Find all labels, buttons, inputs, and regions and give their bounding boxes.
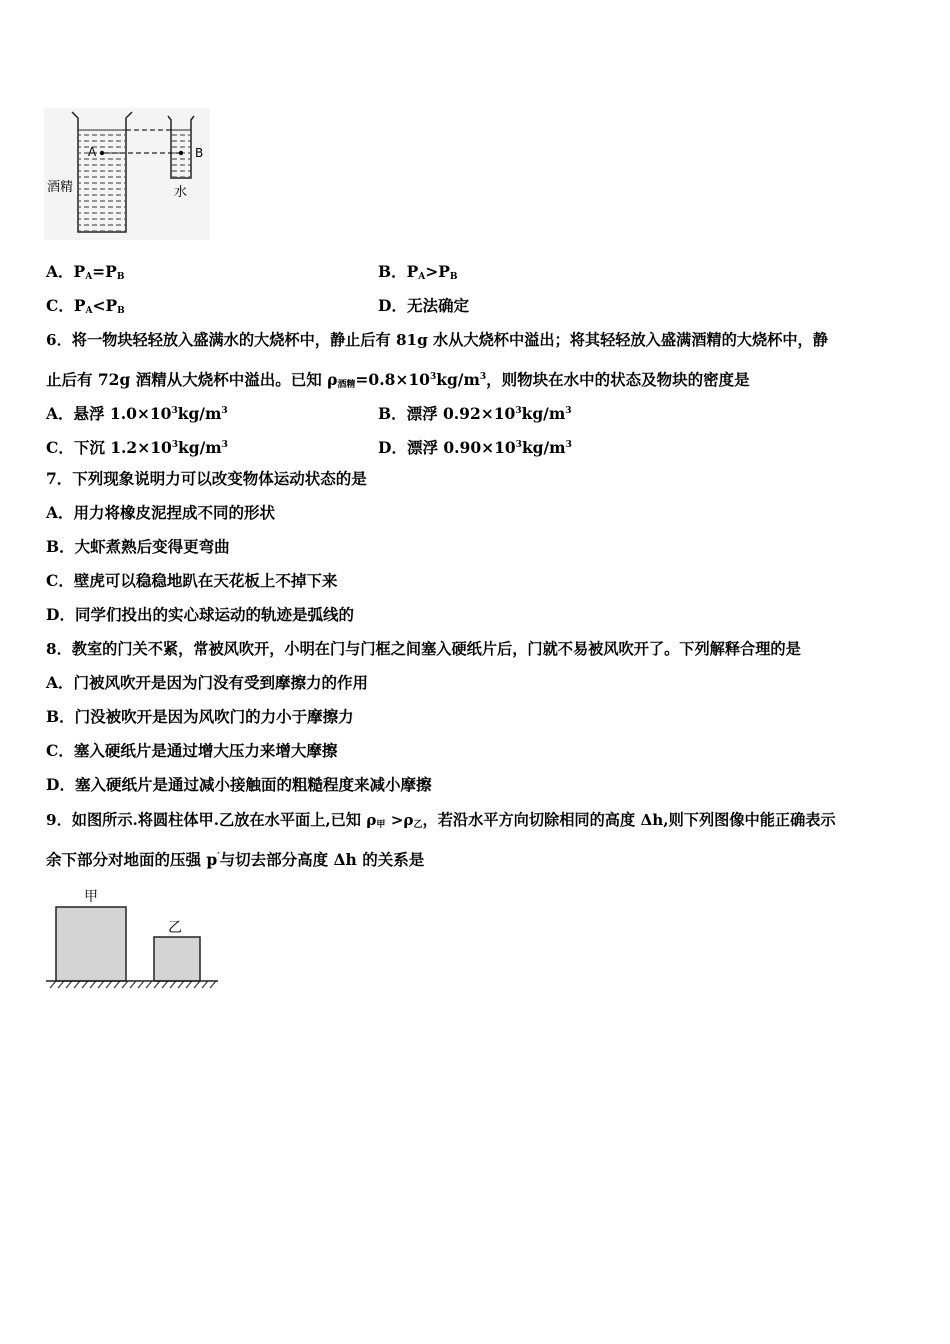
q8-option-c: C．塞入硬纸片是通过增大压力来增大摩擦 <box>46 741 338 760</box>
cylinder-yi <box>154 937 200 981</box>
beaker-figure <box>44 108 210 240</box>
q7-option-c: C．壁虎可以稳稳地趴在天花板上不掉下来 <box>46 571 338 590</box>
point-b <box>179 151 183 155</box>
cylinder-jia <box>56 907 126 981</box>
q8-option-d: D．塞入硬纸片是通过减小接触面的粗糙程度来减小摩擦 <box>46 775 432 794</box>
q6-option-c: C．下沉 $1.2\times 10^3kg/m^3$ <box>46 438 228 457</box>
q5-option-c: C．$P_A<P_B$ <box>46 296 125 316</box>
q5-option-a: A．$P_A=P_B$ <box>46 262 125 282</box>
q6-stem-line2: 止后有 72g 酒精从大烧杯中溢出。已知 $\rho_{酒精}=0.8\times 10^3kg/m^3$，则物块在水中的状态及物块的密度是 <box>46 370 750 390</box>
q8-option-b: B．门没被吹开是因为风吹门的力小于摩擦力 <box>46 707 354 726</box>
jia-label: 甲 <box>84 889 98 905</box>
cylinders-figure <box>44 884 220 990</box>
q6-option-b: B．漂浮 $0.92\times 10^3kg/m^3$ <box>378 404 572 423</box>
q5-option-d: D．无法确定 <box>378 296 469 315</box>
q8-stem: 8．教室的门关不紧，常被风吹开，小明在门与门框之间塞入硬纸片后，门就不易被风吹开了。下列解释合理的是 <box>46 640 801 658</box>
yi-label: 乙 <box>168 920 182 936</box>
q7-stem: 7．下列现象说明力可以改变物体运动状态的是 <box>46 469 367 488</box>
q8-option-a: A．门被风吹开是因为门没有受到摩擦力的作用 <box>46 673 369 692</box>
q9-stem-line2: 余下部分对地面的压强 p′与切去部分高度 Δh 的关系是 <box>46 850 425 869</box>
q6-stem-line1: 6．将一物块轻轻放入盛满水的大烧杯中，静止后有 81g 水从大烧杯中溢出；将其轻轻放入盛满酒精的大烧杯中，静 <box>46 331 828 349</box>
q7-option-a: A．用力将橡皮泥捏成不同的形状 <box>46 503 276 522</box>
q7-option-b: B．大虾煮熟后变得更弯曲 <box>46 537 230 556</box>
point-b-label: B <box>195 146 204 160</box>
alcohol-label: 酒精 <box>47 180 74 195</box>
q6-option-a: A．悬浮 $1.0\times 10^3kg/m^3$ <box>46 404 228 423</box>
q9-stem-line1: 9．如图所示.将圆柱体甲.乙放在水平面上,已知 $\rho_甲 >\rho_乙$，若沿水平方向切除相同的高度 Δh,则下列图像中能正确表示 <box>46 811 836 830</box>
q5-option-b: B．$P_A>P_B$ <box>378 262 458 282</box>
water-label: 水 <box>174 185 188 200</box>
q7-option-d: D．同学们投出的实心球运动的轨迹是弧线的 <box>46 605 354 624</box>
point-a <box>100 151 104 155</box>
q6-option-d: D．漂浮 $0.90\times 10^3kg/m^3$ <box>378 438 572 457</box>
point-a-label: A <box>88 145 97 159</box>
